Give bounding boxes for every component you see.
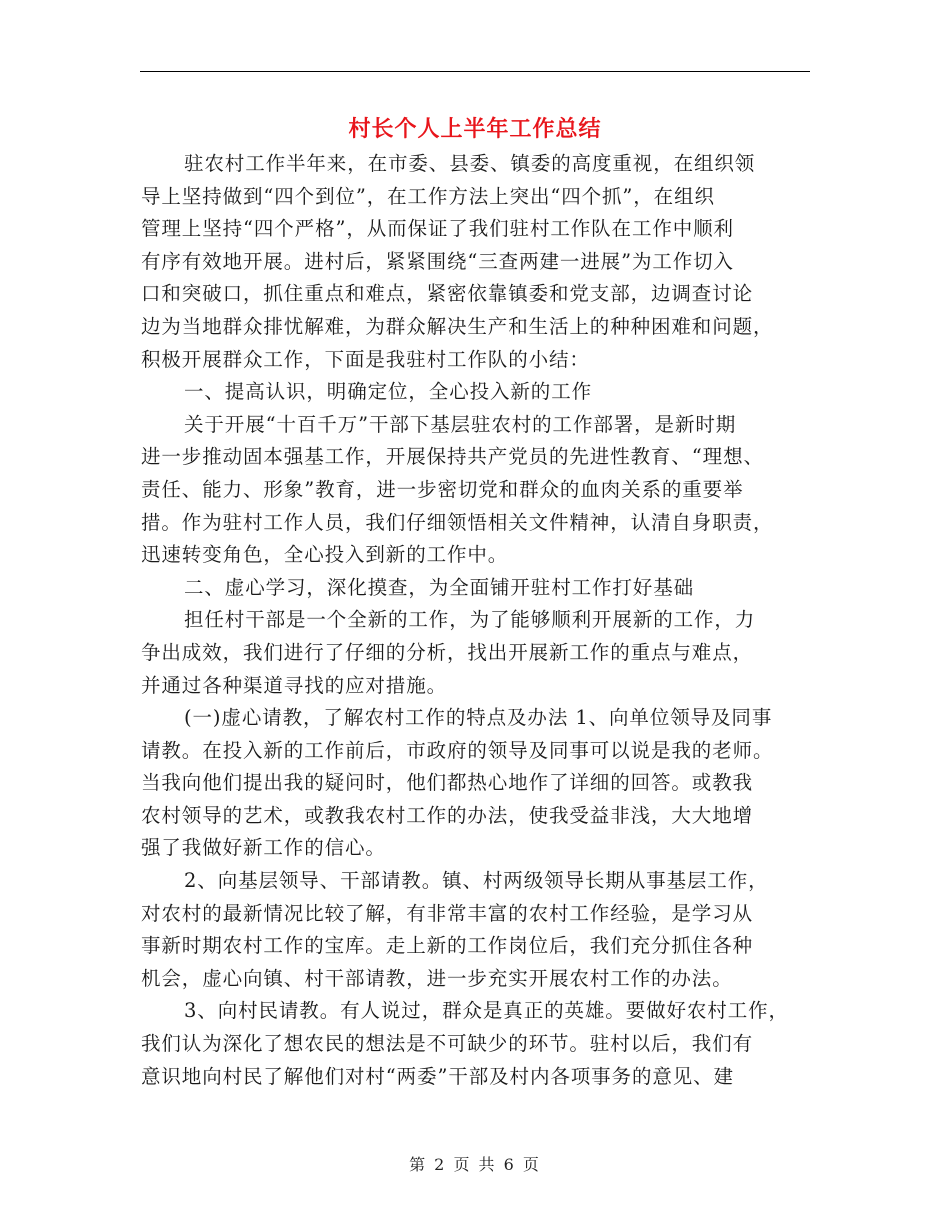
- text-line: 意识地向村民了解他们对村“两委”干部及村内各项事务的意见、建: [141, 1064, 734, 1088]
- text-line: 3、向村民请教。有人说过，群众是真正的英雄。要做好农村工作，: [184, 999, 789, 1023]
- text-line: 争出成效，我们进行了仔细的分析，找出开展新工作的重点与难点，: [141, 640, 754, 664]
- text-line: 并通过各种渠道寻找的应对措施。: [141, 673, 448, 697]
- text-line: 迅速转变角色，全心投入到新的工作中。: [141, 543, 509, 567]
- header-rule: [140, 71, 810, 72]
- text-line: 对农村的最新情况比较了解，有非常丰富的农村工作经验，是学习从: [141, 901, 754, 925]
- text-line: 边为当地群众排忧解难，为群众解决生产和生活上的种种困难和问题，: [141, 314, 774, 338]
- text-line: 措。作为驻村工作人员，我们仔细领悟相关文件精神，认清自身职责，: [141, 510, 774, 534]
- text-line: 导上坚持做到“四个到位”，在工作方法上突出“四个抓”，在组织: [141, 184, 715, 208]
- text-line: 口和突破口，抓住重点和难点，紧密依靠镇委和党支部，边调查讨论: [141, 282, 754, 306]
- document-body: [141, 148, 813, 1093]
- text-line: 关于开展“十百千万”干部下基层驻农村的工作部署，是新时期: [184, 412, 737, 436]
- section-heading-2: 二、虚心学习，深化摸查，为全面铺开驻村工作打好基础: [184, 575, 695, 599]
- text-line: 责任、能力、形象”教育，进一步密切党和群众的血肉关系的重要举: [141, 477, 744, 501]
- text-line: 积极开展群众工作，下面是我驻村工作队的小结：: [141, 347, 590, 371]
- text-line: 进一步推动固本强基工作，开展保持共产党员的先进性教育、“理想、: [141, 445, 764, 469]
- document-title: 村长个人上半年工作总结: [348, 117, 602, 142]
- text-line: 驻农村工作半年来，在市委、县委、镇委的高度重视，在组织领: [184, 152, 756, 175]
- text-line: 担任村干部是一个全新的工作，为了能够顺利开展新的工作，力: [184, 608, 756, 632]
- text-line: 强了我做好新工作的信心。: [141, 836, 386, 860]
- text-line: 农村领导的艺术，或教我农村工作的办法，使我受益非浅，大大地增: [141, 803, 754, 827]
- text-line: 机会，虚心向镇、村干部请教，进一步充实开展农村工作的办法。: [141, 966, 733, 990]
- text-line: 请教。在投入新的工作前后，市政府的领导及同事可以说是我的老师。: [141, 738, 774, 762]
- text-line: 事新时期农村工作的宝库。走上新的工作岗位后，我们充分抓住各种: [141, 934, 754, 958]
- text-line: 我们认为深化了想农民的想法是不可缺少的环节。驻村以后，我们有: [141, 1032, 754, 1056]
- text-line: 2、向基层领导、干部请教。镇、村两级领导长期从事基层工作，: [184, 869, 769, 893]
- text-line: 当我向他们提出我的疑问时，他们都热心地作了详细的回答。或教我: [141, 771, 754, 795]
- text-line: 管理上坚持“四个严格”，从而保证了我们驻村工作队在工作中顺利: [141, 217, 734, 241]
- page-footer: 第 2 页 共 6 页: [409, 1155, 541, 1174]
- text-line: (一)虚心请教，了解农村工作的特点及办法 1、向单位领导及同事: [184, 706, 773, 730]
- text-line: 有序有效地开展。进村后，紧紧围绕“三查两建一进展”为工作切入: [141, 249, 734, 273]
- section-heading-1: 一、提高认识，明确定位，全心投入新的工作: [184, 380, 593, 404]
